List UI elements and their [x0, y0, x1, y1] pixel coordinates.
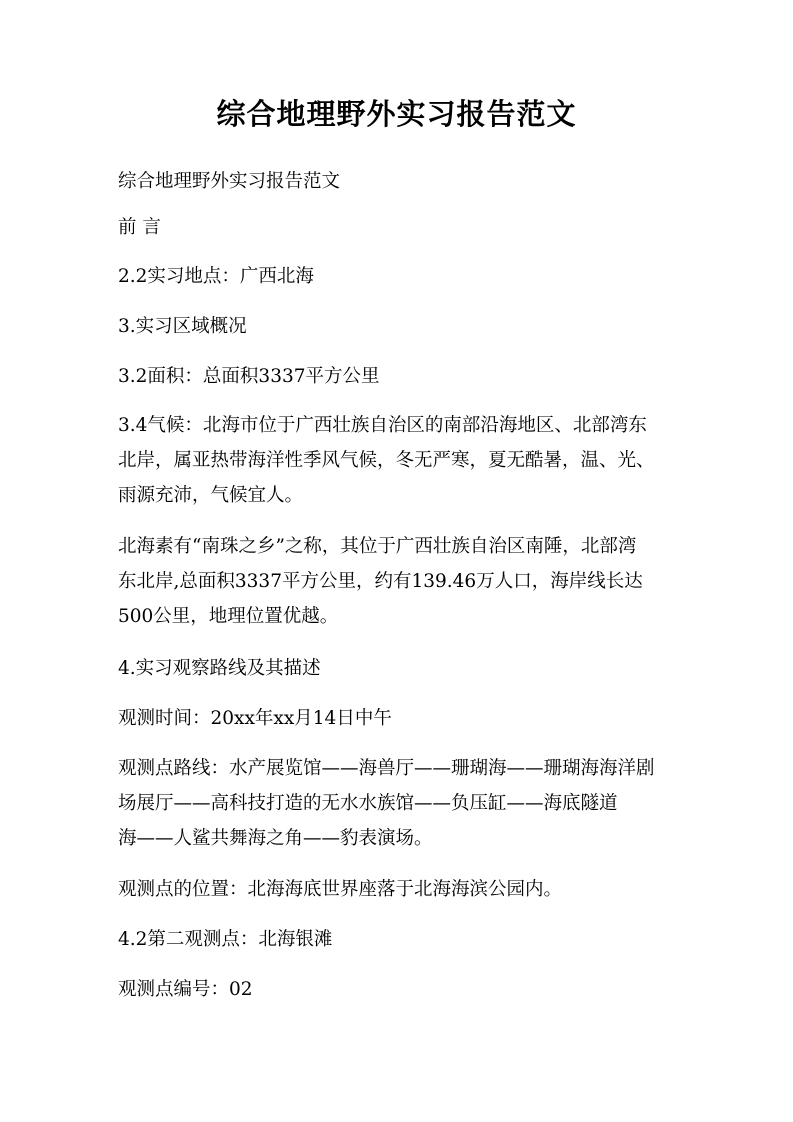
paragraph-line: 3.实习区域概况	[118, 316, 247, 337]
paragraph-line: 3.4气候：北海市位于广西壮族自治区的南部沿海地区、北部湾东	[118, 415, 647, 436]
paragraph-area	[118, 359, 683, 394]
paragraph-route-heading	[118, 651, 683, 686]
paragraph-line: 前 言	[118, 217, 161, 238]
paragraph-line: 4.2第二观测点：北海银滩	[118, 929, 333, 950]
paragraph-observation-position	[118, 872, 683, 907]
paragraph-region-heading	[118, 309, 683, 344]
paragraph-line: 海——人鲨共舞海之角——豹表演场。	[118, 828, 433, 849]
paragraph-line: 东北岸,总面积3337平方公里，约有139.46万人口，海岸线长达	[118, 571, 643, 592]
paragraph-line: 观测点编号：02	[118, 979, 253, 1000]
document-title: 综合地理野外实习报告范文	[216, 97, 577, 131]
paragraph-line: 观测时间：20xx年xx月14日中午	[118, 708, 392, 729]
paragraph-beihai-intro	[118, 529, 683, 634]
paragraph-observation-route	[118, 751, 683, 856]
paragraph-line: 北海素有“南珠之乡”之称，其位于广西壮族自治区南陲，北部湾	[118, 536, 637, 557]
paragraph-point-number	[118, 972, 683, 1007]
paragraph-observation-time	[118, 701, 683, 736]
paragraph-line: 雨源充沛，气候宜人。	[118, 485, 304, 506]
paragraph-line: 500公里，地理位置优越。	[118, 606, 339, 627]
paragraph-line: 2.2实习地点：广西北海	[118, 266, 314, 287]
paragraph-preface-heading	[118, 210, 683, 245]
paragraph-climate	[118, 408, 683, 513]
paragraph-line: 观测点的位置：北海海底世界座落于北海海滨公园内。	[118, 879, 563, 900]
paragraph-line: 3.2面积：总面积3337平方公里	[118, 366, 380, 387]
paragraph-line: 北岸，属亚热带海洋性季风气候，冬无严寒，夏无酷暑，温、光、	[118, 450, 655, 471]
paragraph-line: 4.实习观察路线及其描述	[118, 658, 321, 679]
paragraph-line: 综合地理野外实习报告范文	[118, 171, 341, 192]
paragraph-line: 场展厅——高科技打造的无水水族馆——负压缸——海底隧道	[118, 793, 618, 814]
paragraph-line: 观测点路线：水产展览馆——海兽厅——珊瑚海——珊瑚海海洋剧	[118, 758, 655, 779]
paragraph-location	[118, 259, 683, 294]
paragraph-subtitle	[118, 164, 683, 199]
paragraph-second-point	[118, 922, 683, 957]
